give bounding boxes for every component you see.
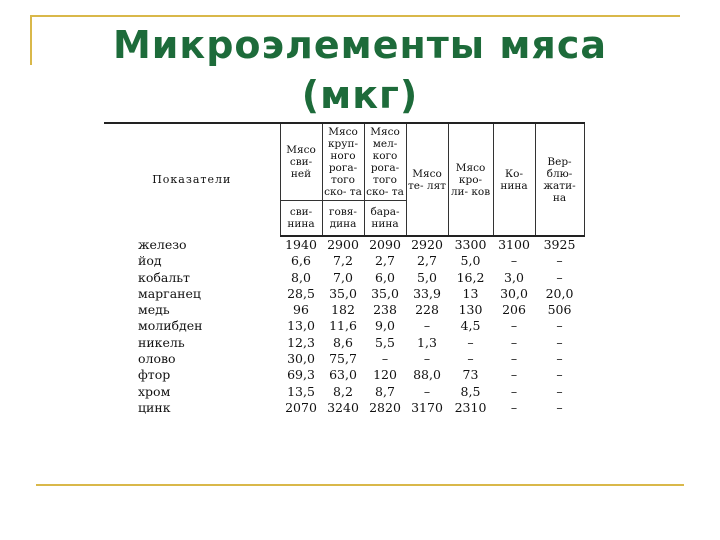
table-cell: – xyxy=(510,351,518,367)
table-cell: 2900 xyxy=(327,237,359,252)
row-label: марганец xyxy=(138,285,201,301)
table-cell: 5,0 xyxy=(417,269,437,285)
table-row xyxy=(104,400,584,416)
table-cell: 3100 xyxy=(498,237,530,252)
table-cell: 238 xyxy=(373,302,397,318)
table-cell: – xyxy=(423,318,431,334)
param-header: Показатели xyxy=(104,123,280,236)
table-cell: 96 xyxy=(293,302,309,318)
row-label: кобальт xyxy=(138,269,190,285)
table-cell: 5,5 xyxy=(375,334,395,350)
table-cell: 2,7 xyxy=(417,253,437,269)
table-cell: – xyxy=(467,351,474,367)
row-label: цинк xyxy=(138,399,171,415)
table-cell: 8,0 xyxy=(291,269,311,285)
table-cell: 7,2 xyxy=(333,253,353,269)
table-cell: – xyxy=(510,334,518,350)
table-cell: 228 xyxy=(415,302,439,318)
col-header-pork: Мясо сви- ней xyxy=(280,123,322,201)
table-cell: 506 xyxy=(547,302,572,318)
table-cell: 2310 xyxy=(454,399,487,415)
table-cell: – xyxy=(510,399,518,415)
microelements-table-container xyxy=(104,122,584,416)
table-cell: 8,6 xyxy=(333,334,353,350)
table-cell: – xyxy=(556,334,563,350)
table-cell: 11,6 xyxy=(329,318,357,334)
sub-header-mutton: бара- нина xyxy=(364,201,406,237)
table-cell: – xyxy=(556,318,563,334)
table-cell: – xyxy=(467,334,474,350)
table-cell: 6,6 xyxy=(291,253,311,269)
table-cell: – xyxy=(510,253,518,269)
row-label: олово xyxy=(138,351,176,367)
col-header-horse: Ко- нина xyxy=(493,123,535,236)
row-label: медь xyxy=(138,302,170,318)
table-cell: 35,0 xyxy=(371,285,399,301)
table-body xyxy=(104,236,584,416)
table-cell: 28,5 xyxy=(287,285,315,301)
table-cell: 9,0 xyxy=(375,318,395,334)
col-header-rabbit: Мясо кро- ли- ков xyxy=(448,123,493,236)
table-cell: – xyxy=(556,399,563,415)
table-cell: 2090 xyxy=(369,237,401,252)
table-cell: 3240 xyxy=(327,399,359,415)
table-cell: 69,3 xyxy=(287,367,315,383)
table-cell: 20,0 xyxy=(545,285,574,301)
col-header-veal: Мясо те- лят xyxy=(406,123,448,236)
table-row xyxy=(104,253,584,269)
table-cell: 130 xyxy=(458,302,483,318)
row-label: никель xyxy=(138,334,185,350)
table-row xyxy=(104,351,584,367)
table-cell: 30,0 xyxy=(500,285,528,301)
table-cell: 3170 xyxy=(411,399,443,415)
table-cell: 63,0 xyxy=(329,367,357,383)
left-decorative-rule xyxy=(30,15,32,65)
row-label: фтор xyxy=(138,367,171,383)
table-cell: 12,3 xyxy=(287,334,315,350)
table-cell: 2070 xyxy=(285,399,317,415)
table-cell: 88,0 xyxy=(413,367,441,383)
row-label: железо xyxy=(138,236,187,252)
table-cell: 16,2 xyxy=(456,269,485,285)
table-row xyxy=(104,236,584,253)
sub-header-beef: говя- дина xyxy=(322,201,364,237)
table-cell: 35,0 xyxy=(329,285,357,301)
col-header-camel: Вер- блю- жати- на xyxy=(535,123,584,236)
row-label: молибден xyxy=(138,318,203,334)
table-cell: 8,2 xyxy=(333,383,353,399)
table-cell: 13 xyxy=(462,285,479,301)
table-row xyxy=(104,318,584,334)
table-cell: – xyxy=(556,383,563,399)
table-cell: 2,7 xyxy=(375,253,395,269)
table-cell: 182 xyxy=(331,302,355,318)
table-cell: – xyxy=(556,367,563,383)
table-cell: 4,5 xyxy=(460,318,481,334)
table-cell: 3,0 xyxy=(504,269,524,285)
table-row xyxy=(104,367,584,383)
table-cell: 3925 xyxy=(543,237,576,252)
col-header-mutton: Мясо мел- кого рога- того ско- та xyxy=(364,123,406,201)
table-cell: 75,7 xyxy=(329,351,357,367)
table-cell: 6,0 xyxy=(375,269,395,285)
table-cell: 73 xyxy=(462,367,479,383)
table-cell: 8,5 xyxy=(460,383,481,399)
table-row xyxy=(104,270,584,286)
col-header-beef: Мясо круп- ного рога- того ско- та xyxy=(322,123,364,201)
table-cell: 1940 xyxy=(285,237,317,252)
table-cell: 206 xyxy=(502,302,526,318)
table-cell: 1,3 xyxy=(417,334,437,350)
table-cell: – xyxy=(510,318,518,334)
table-cell: 5,0 xyxy=(460,253,481,269)
table-cell: – xyxy=(423,383,431,399)
table-row xyxy=(104,302,584,318)
table-cell: – xyxy=(423,351,431,367)
table-cell: 2920 xyxy=(411,237,443,252)
sub-header-pork: сви- нина xyxy=(280,201,322,237)
table-cell: – xyxy=(556,269,563,285)
table-cell: 13,0 xyxy=(287,318,315,334)
table-cell: 7,0 xyxy=(333,269,353,285)
slide-title: Микроэлементы мяса (мкг) xyxy=(112,23,607,117)
table-cell: – xyxy=(556,351,563,367)
table-cell: 33,9 xyxy=(413,285,441,301)
table-cell: – xyxy=(381,351,389,367)
table-row xyxy=(104,286,584,302)
microelements-table xyxy=(104,122,585,416)
table-cell: – xyxy=(510,367,518,383)
row-label: хром xyxy=(138,383,171,399)
table-row xyxy=(104,335,584,351)
table-cell: 30,0 xyxy=(287,351,315,367)
table-cell: – xyxy=(556,253,563,269)
table-cell: 3300 xyxy=(454,237,487,252)
table-cell: – xyxy=(510,383,518,399)
table-cell: 8,7 xyxy=(375,383,395,399)
table-row xyxy=(104,384,584,400)
table-cell: 2820 xyxy=(369,399,401,415)
top-decorative-rule xyxy=(30,15,680,17)
table-header-row xyxy=(104,123,584,201)
table-cell: 120 xyxy=(373,367,397,383)
bottom-decorative-rule xyxy=(36,484,684,486)
row-label: йод xyxy=(138,253,162,269)
table-cell: 13,5 xyxy=(287,383,315,399)
